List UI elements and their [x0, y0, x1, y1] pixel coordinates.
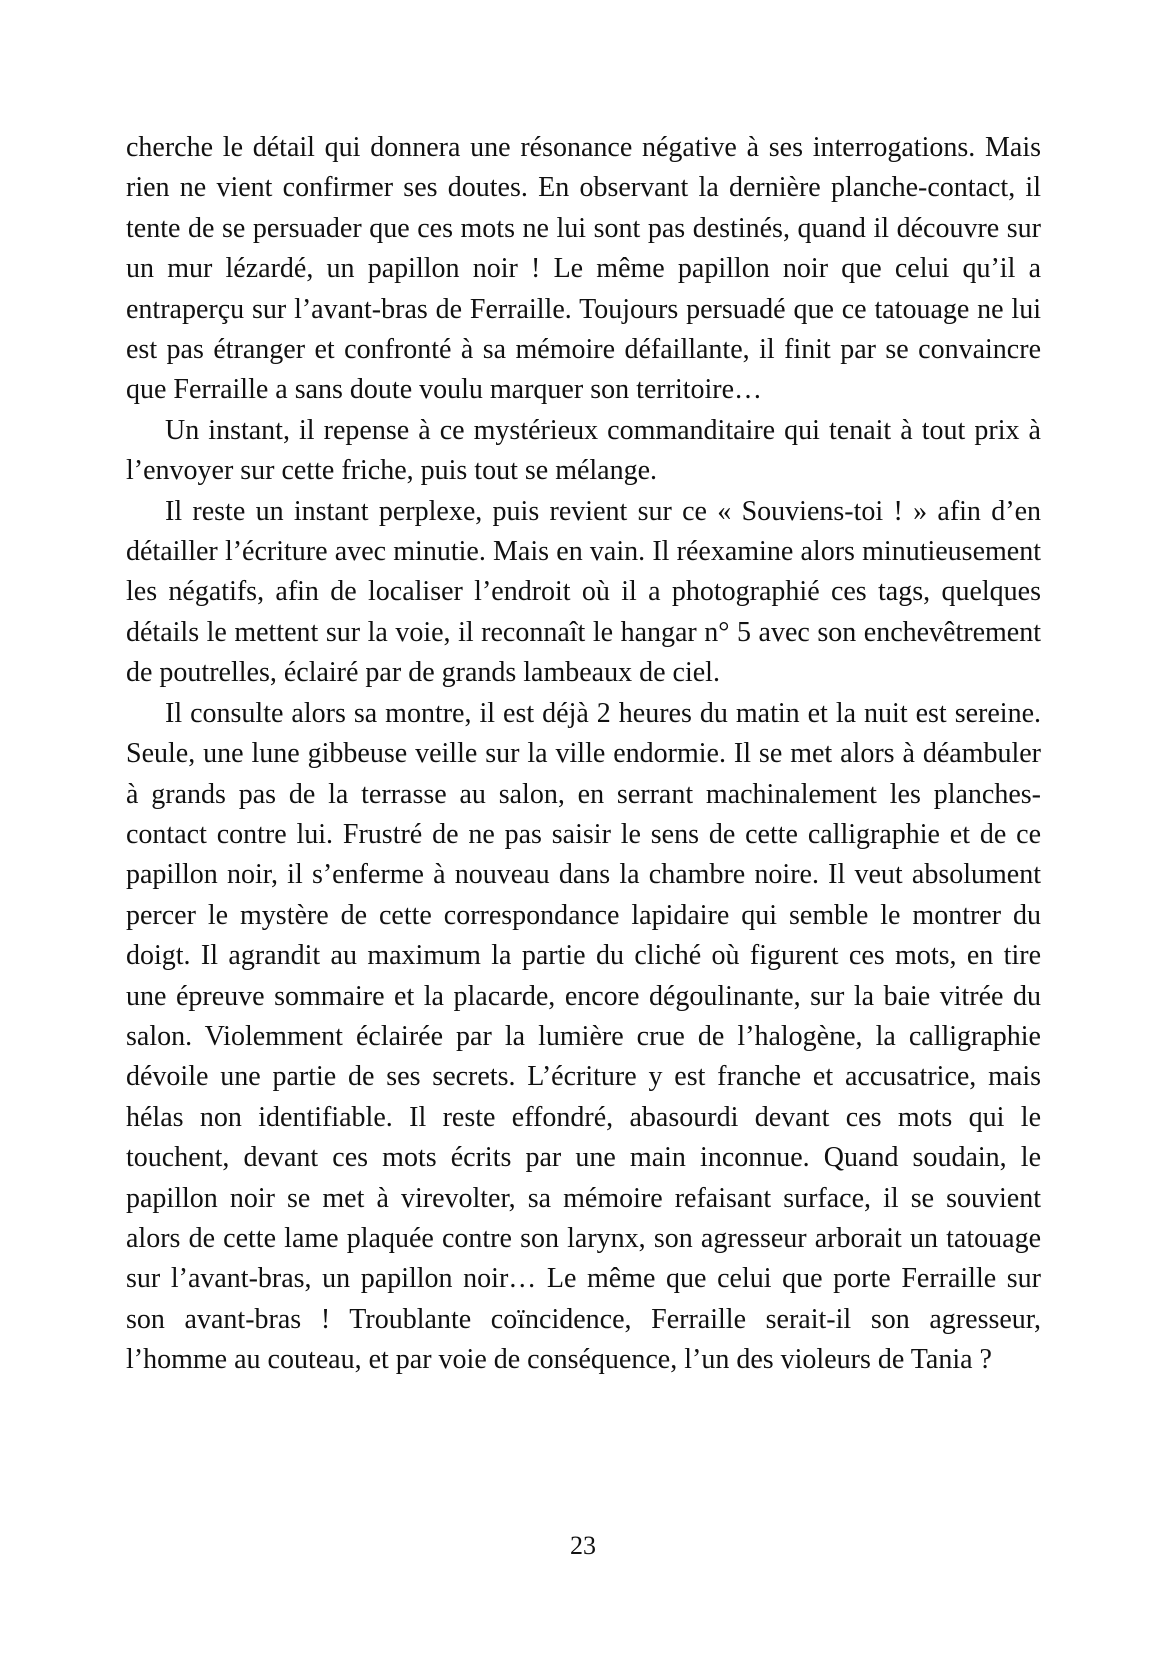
paragraph-4: Il consulte alors sa montre, il est déjà 2 heures du matin et la nuit est sereine. Seule, une lune gibbeuse veille sur la ville endormie. Il se met alors à déambuler à grands pas de la terrasse au salon, en serrant machinalement les planches-contact contre lui. Frustré de ne pas saisir le sens de cette calligraphie et de ce papillon noir, il s’enferme à nouveau dans la chambre noire. Il veut absolument percer le mystère de cette correspondance lapidaire qui semble le montrer du doigt. Il agrandit au maximum la partie du cliché où figurent ces mots, en tire une épreuve sommaire et la placarde, encore dégoulinante, sur la baie vitrée du salon. Violemment éclairée par la lumière crue de l’halogène, la calligraphie dévoile une partie de ses secrets. L’écriture y est franche et accusatrice, mais hélas non identifiable. Il reste effondré, abasourdi devant ces mots qui le touchent, devant ces mots écrits par une main inconnue. Quand soudain, le papillon noir se met à virevolter, sa mémoire refaisant surface, il se souvient alors de cette lame plaquée contre son larynx, son agresseur arborait un tatouage sur l’avant-bras, un papillon noir… Le même que celui que porte Ferraille sur son avant-bras ! Troublante coïncidence, Ferraille serait-il son agresseur, l’homme au couteau, et par voie de conséquence, l’un des violeurs de Tania ? [126, 697, 1041, 1376]
paragraph-3: Il reste un instant perplexe, puis revient sur ce « Souviens-toi ! » afin d’en détailler l’écriture avec minutie. Mais en vain. Il réexamine alors minutieusement les négatifs, afin de localiser l’endroit où il a photographié ces tags, quelques détails le mettent sur la voie, il reconnaît le hangar n° 5 avec son enchevêtrement de poutrelles, éclairé par de grands lambeaux de ciel. [126, 495, 1041, 689]
page-number: 23 [570, 1531, 596, 1560]
body-text [126, 128, 1041, 1381]
paragraph-2: Un instant, il repense à ce mystérieux commanditaire qui tenait à tout prix à l’envoyer sur cette friche, puis tout se mélange. [126, 414, 1041, 487]
paragraph-1: cherche le détail qui donnera une résonance négative à ses interrogations. Mais rien ne vient confirmer ses doutes. En observant la dernière planche-contact, il tente de se persuader que ces mots ne lui sont pas destinés, quand il découvre sur un mur lézardé, un papillon noir ! Le même papillon noir que celui qu’il a entraperçu sur l’avant-bras de Ferraille. Toujours persuadé que ce tatouage ne lui est pas étranger et confronté à sa mémoire défaillante, il finit par se convaincre que Ferraille a sans doute voulu marquer son territoire… [126, 132, 1041, 406]
